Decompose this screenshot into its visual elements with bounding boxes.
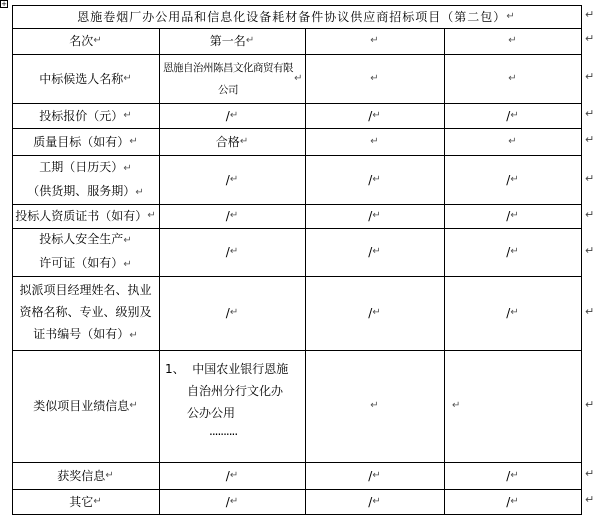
- end-of-row-mark: ↵: [585, 172, 595, 185]
- candidate-name-third: ↵: [508, 72, 517, 84]
- schedule-first: / ↵: [225, 172, 239, 187]
- project-manager-second: / ↵: [368, 306, 381, 320]
- row-label-qualification-certificate: 投标人资质证书（如有） ↵: [15, 209, 156, 223]
- end-of-row-mark: ↵: [585, 32, 595, 45]
- row-label-similar-projects: 类似项目业绩信息 ↵: [33, 399, 138, 413]
- row-label-bid-price: 投标报价（元） ↵: [39, 108, 132, 123]
- similar-projects-first: 1、 中国农业银行恩施 自治州分行文化办 公办公用 ..........: [165, 362, 289, 438]
- end-of-row-mark: ↵: [585, 208, 595, 221]
- other-first: / ↵: [225, 494, 239, 509]
- candidate-name-first: 恩施自治州陈昌文化商贸有限公司 ↵: [163, 62, 302, 96]
- row-label-schedule: 工期（日历天）↵ （供货期、服务期）↵: [27, 159, 144, 198]
- schedule-third: / ↵: [506, 172, 519, 187]
- safety-permit-third: / ↵: [506, 245, 519, 259]
- other-third: / ↵: [506, 494, 519, 509]
- qualification-second: / ↵: [368, 209, 381, 223]
- end-of-row-mark: ↵: [585, 398, 595, 411]
- title-text: 恩施卷烟厂办公用品和信息化设备耗材备件协议供应商招标项目（第二包）: [77, 9, 507, 24]
- end-of-row-mark: ↵: [585, 244, 595, 257]
- bid-price-third: / ↵: [506, 108, 519, 123]
- quality-target-first: 合格 ↵: [215, 134, 249, 149]
- row-label-awards: 获奖信息 ↵: [57, 468, 114, 483]
- safety-permit-second: / ↵: [368, 245, 381, 259]
- awards-second: / ↵: [368, 468, 381, 483]
- bid-price-first: / ↵: [225, 108, 239, 123]
- other-second: / ↵: [368, 494, 381, 509]
- table-title: [12, 5, 581, 28]
- awards-first: / ↵: [225, 468, 239, 483]
- row-label-candidate-name: 中标候选人名称 ↵: [39, 71, 132, 86]
- bid-price-second: / ↵: [368, 108, 381, 123]
- awards-third: / ↵: [506, 468, 519, 483]
- project-manager-first: / ↵: [225, 306, 239, 320]
- row-label-project-manager: 拟派项目经理姓名、执业 资格名称、专业、级别及 证书编号（如有）↵: [19, 283, 152, 341]
- similar-projects-second: ↵: [370, 400, 379, 411]
- row-label-other: 其它 ↵: [69, 494, 102, 509]
- project-manager-third: / ↵: [506, 306, 519, 320]
- qualification-first: / ↵: [225, 209, 239, 223]
- quality-target-third: ↵: [508, 135, 517, 147]
- end-of-row-mark: ↵: [585, 133, 595, 146]
- end-of-row-mark: ↵: [585, 467, 595, 480]
- header-rank-label: 名次 ↵: [69, 34, 102, 48]
- end-of-row-mark: ↵: [585, 8, 595, 21]
- header-first-place: 第一名 ↵: [209, 34, 255, 48]
- table-move-handle[interactable]: +: [1, 0, 7, 8]
- end-of-row-mark: ↵: [585, 70, 595, 83]
- paragraph-mark: ↵: [506, 10, 516, 22]
- row-label-safety-permit: 投标人安全生产↵ 许可证（如有）↵: [39, 232, 132, 270]
- end-of-row-mark: ↵: [585, 493, 595, 506]
- candidate-name-second: ↵: [370, 72, 379, 84]
- table-border-bottom: [12, 514, 581, 515]
- quality-target-second: ↵: [370, 135, 379, 147]
- end-of-row-mark: ↵: [585, 107, 595, 120]
- schedule-second: / ↵: [368, 172, 381, 187]
- similar-projects-third: ↵: [452, 400, 461, 411]
- safety-permit-first: / ↵: [225, 245, 239, 259]
- end-of-row-mark: ↵: [585, 305, 595, 318]
- header-second-place: ↵: [370, 35, 379, 46]
- header-third-place: ↵: [508, 35, 517, 46]
- row-label-quality-target: 质量目标（如有） ↵: [33, 134, 138, 149]
- qualification-third: / ↵: [506, 209, 519, 223]
- table-border-right: [581, 5, 582, 515]
